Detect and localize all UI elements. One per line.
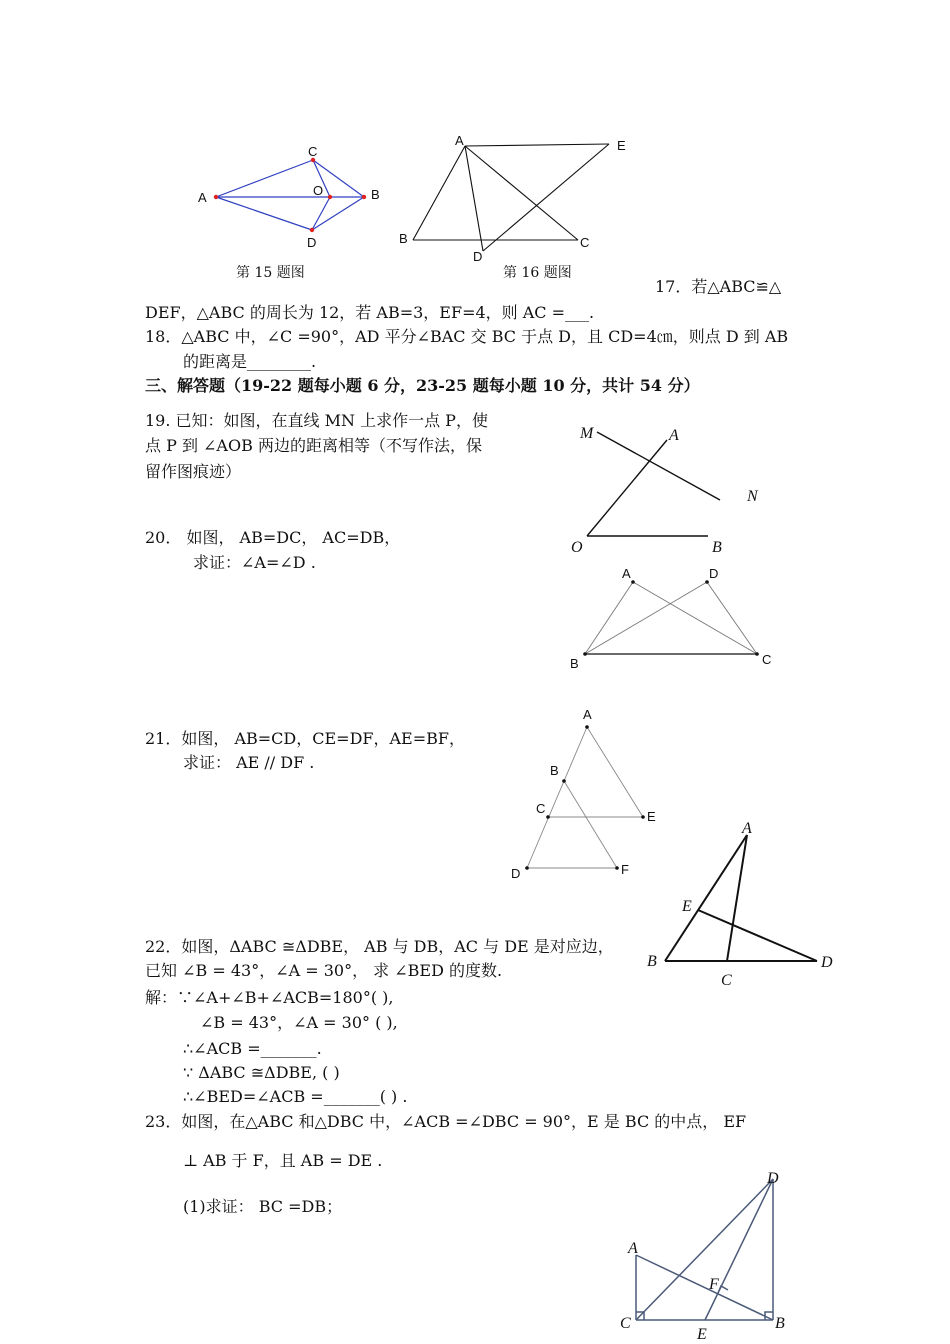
fig15-caption: 第 15 题图 bbox=[236, 265, 305, 281]
fig19-label-a: A bbox=[669, 427, 679, 444]
fig20-label-b: B bbox=[570, 656, 579, 671]
fig22-label-c: C bbox=[721, 972, 732, 989]
fig15-label-a: A bbox=[198, 190, 207, 205]
q19-line2: 点 P 到 ∠AOB 两边的距离相等（不写作法，保 bbox=[145, 436, 482, 455]
figure-22 bbox=[640, 815, 840, 995]
fig16-label-a: A bbox=[455, 133, 464, 148]
fig21-label-c: C bbox=[536, 801, 546, 816]
q22-line6: ∵ ΔABC ≅ΔDBE, ( ) bbox=[183, 1063, 340, 1082]
fig16-caption: 第 16 题图 bbox=[503, 265, 572, 281]
fig23-label-c: C bbox=[620, 1315, 631, 1332]
q22-line7: ∴∠BED=∠ACB =_______( ) . bbox=[183, 1087, 408, 1106]
q21-line2: 求证： AE // DF . bbox=[183, 753, 315, 772]
figure-19 bbox=[565, 420, 785, 560]
q22-line4: ∠B = 43°，∠A = 30° ( ), bbox=[200, 1013, 398, 1032]
fig16-label-d: D bbox=[473, 249, 483, 264]
fig16-label-b: B bbox=[399, 231, 408, 246]
q17-line1: 17．若△ABC≌△ bbox=[655, 277, 782, 296]
q21-line1: 21．如图， AB=CD，CE=DF，AE=BF， bbox=[145, 729, 465, 748]
fig15-label-c: C bbox=[308, 144, 318, 159]
fig21-label-e: E bbox=[647, 809, 656, 824]
q22-line1: 22．如图，ΔABC ≅ΔDBE， AB 与 DB，AC 与 DE 是对应边， bbox=[145, 937, 614, 956]
fig19-label-o: O bbox=[571, 539, 583, 556]
fig19-label-m: M bbox=[580, 425, 594, 442]
fig20-label-a: A bbox=[622, 566, 631, 581]
fig23-label-a: A bbox=[628, 1240, 638, 1257]
fig21-label-b: B bbox=[550, 763, 559, 778]
q22-line5: ∴∠ACB =_______. bbox=[183, 1039, 322, 1058]
figure-15 bbox=[190, 140, 400, 260]
q18-line1: 18．△ABC 中，∠C =90°，AD 平分∠BAC 交 BC 于点 D，且 CD=4㎝，则点 D 到 AB bbox=[145, 327, 789, 346]
q23-line3: (1)求证： BC =DB； bbox=[183, 1197, 343, 1216]
fig21-label-a: A bbox=[583, 707, 592, 722]
fig20-label-d: D bbox=[709, 566, 719, 581]
fig21-label-d: D bbox=[511, 866, 521, 881]
section-3-heading: 三、解答题（19-22 题每小题 6 分，23-25 题每小题 10 分，共计 54 分） bbox=[145, 376, 700, 395]
q22-line3: 解：∵∠A+∠B+∠ACB=180°( ), bbox=[145, 988, 394, 1007]
q23-line1: 23．如图，在△ABC 和△DBC 中，∠ACB =∠DBC = 90°，E 是 BC 的中点， EF bbox=[145, 1112, 747, 1131]
q19-line1: 19. 已知：如图，在直线 MN 上求作一点 P，使 bbox=[145, 411, 488, 430]
fig22-label-d: D bbox=[821, 954, 833, 971]
q23-line2: ⊥ AB 于 F，且 AB = DE . bbox=[183, 1151, 383, 1170]
q18-line2: 的距离是________. bbox=[183, 352, 317, 371]
q17-line2: DEF，△ABC 的周长为 12，若 AB=3，EF=4，则 AC =___. bbox=[145, 303, 595, 322]
fig22-label-b: B bbox=[647, 953, 657, 970]
fig23-label-b: B bbox=[775, 1315, 785, 1332]
fig23-label-f: F bbox=[709, 1276, 719, 1293]
figure-23 bbox=[610, 1165, 800, 1344]
fig19-label-n: N bbox=[747, 488, 758, 505]
fig22-label-a: A bbox=[742, 820, 752, 837]
fig15-label-d: D bbox=[307, 235, 317, 250]
fig22-label-e: E bbox=[682, 898, 692, 915]
fig16-label-c: C bbox=[580, 235, 590, 250]
fig23-label-d: D bbox=[767, 1170, 779, 1187]
fig23-label-e: E bbox=[697, 1326, 707, 1343]
q20-line1: 20． 如图， AB=DC， AC=DB， bbox=[145, 528, 401, 547]
fig21-label-f: F bbox=[621, 862, 629, 877]
fig20-label-c: C bbox=[762, 652, 772, 667]
q22-line2: 已知 ∠B = 43°，∠A = 30°， 求 ∠BED 的度数. bbox=[145, 961, 503, 980]
fig15-label-b: B bbox=[371, 187, 380, 202]
fig19-label-b: B bbox=[712, 539, 722, 556]
figure-16 bbox=[395, 130, 635, 265]
q19-line3: 留作图痕迹） bbox=[145, 462, 242, 481]
figure-20 bbox=[565, 562, 785, 672]
fig16-label-e: E bbox=[617, 138, 626, 153]
fig15-label-o: O bbox=[313, 183, 324, 198]
q20-line2: 求证：∠A=∠D . bbox=[193, 553, 316, 572]
